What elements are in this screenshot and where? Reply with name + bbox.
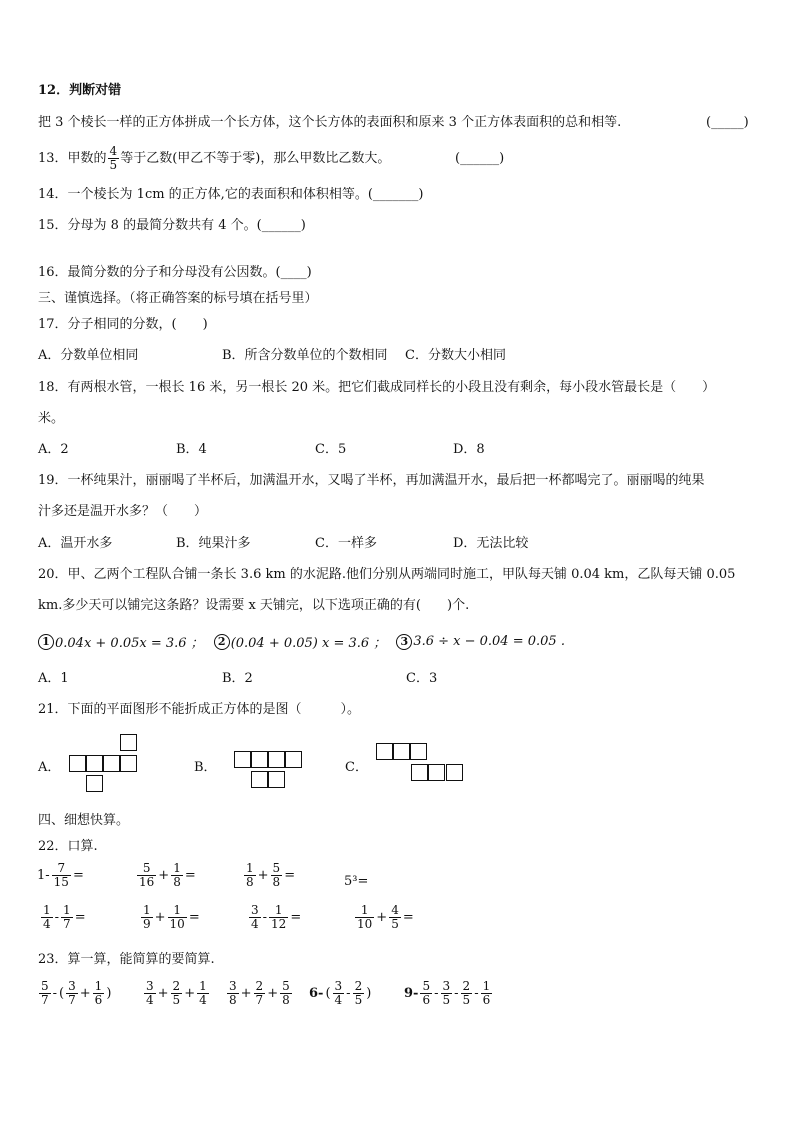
q20-text: 20．甲、乙两个工程队合铺一条长 3.6 km 的水泥路.他们分别从两端同时施工，甲队每天铺 0.04 km，乙队每天铺 0.05 <box>38 567 736 582</box>
circled-one: 1 <box>38 634 54 650</box>
q15-answer-blank[interactable]: (______) <box>256 218 306 233</box>
q14-text: 14．一个棱长为 1cm 的正方体,它的表面积和体积相等。(_______) <box>38 187 424 202</box>
q21-option-b[interactable]: B． <box>194 760 217 775</box>
q17-text: 17．分子相同的分数，( ) <box>38 317 208 332</box>
q20-option-b[interactable]: B．2 <box>222 671 253 686</box>
circled-three: 3 <box>396 634 412 650</box>
q23-title: 23．算一算，能简算的要简算. <box>38 952 215 967</box>
q20-eq3: 3.6 ÷ x − 0.04 = 0.05 . <box>413 634 565 649</box>
q17-option-a[interactable]: A．分数单位相同 <box>38 348 139 363</box>
q16-answer-blank[interactable]: (____) <box>275 265 312 280</box>
q13-answer-blank[interactable]: (______) <box>455 151 505 166</box>
q22-item-7: $\frac{3}{4}$ - $\frac{1}{12}$ = <box>251 903 302 931</box>
q18-option-b[interactable]: B．4 <box>176 442 207 457</box>
q21-option-c[interactable]: C． <box>345 760 368 775</box>
q23-expr-2: $\frac{3}{4}$ + $\frac{2}{5}$ + $\frac{1}{4}$ <box>146 979 207 1007</box>
q13-pre: 13．甲数的 <box>38 150 107 166</box>
q22-item-5: $\frac{1}{4}$ - $\frac{1}{7}$ = <box>43 903 86 931</box>
q14-answer-blank[interactable]: (_______) <box>367 187 424 202</box>
q13-row <box>38 145 390 172</box>
q22-title: 22．口算. <box>38 839 98 854</box>
q21-text: 21．下面的平面图形不能折成正方体的是图（ ）。 <box>38 702 361 717</box>
q19-option-c[interactable]: C．一样多 <box>315 536 377 551</box>
q20-equations <box>38 632 565 651</box>
q20-text-cont: km.多少天可以铺完这条路？设需要 x 天铺完，以下选项正确的有( )个. <box>38 598 470 613</box>
q19-option-a[interactable]: A．温开水多 <box>38 536 113 551</box>
q22-item-4: 5³= <box>344 874 369 889</box>
q12-text: 把 3 个棱长一样的正方体拼成一个长方体，这个长方体的表面积和原来 3 个正方体表面积的总和相等. <box>38 115 622 130</box>
q19-option-d[interactable]: D．无法比较 <box>453 536 529 551</box>
q22-item-6: $\frac{1}{9}$ + $\frac{1}{10}$ = <box>143 903 200 931</box>
q23-expr-4: 6- ( $\frac{3}{4}$ - $\frac{2}{5}$ ) <box>309 979 372 1007</box>
q18-text-cont: 米。 <box>38 411 65 426</box>
q13-post: 等于乙数(甲乙不等于零)，那么甲数比乙数大。 <box>120 150 391 166</box>
q22-item-3: $\frac{1}{8}$ + $\frac{5}{8}$ = <box>246 861 296 889</box>
circled-two: 2 <box>214 634 230 650</box>
q20-option-a[interactable]: A．1 <box>38 671 69 686</box>
q23-expr-1: $\frac{5}{7}$ - ( $\frac{3}{7}$ + $\frac{1}{6}$ ) <box>41 979 112 1007</box>
q23-expr-5: 9- $\frac{5}{6}$ - $\frac{3}{5}$ - $\frac{2}{5}$ - $\frac{1}{6}$ <box>404 979 491 1007</box>
q22-item-2: $\frac{5}{16}$ + $\frac{1}{8}$ = <box>139 861 196 889</box>
q18-option-d[interactable]: D．8 <box>453 442 485 457</box>
section3-heading: 三、谨慎选择。（将正确答案的标号填在括号里） <box>38 291 318 306</box>
q19-text-cont: 汁多还是温开水多？（ ） <box>38 504 208 519</box>
q17-option-c[interactable]: C．分数大小相同 <box>405 348 506 363</box>
q22-item-8: $\frac{1}{10}$ + $\frac{4}{5}$ = <box>357 903 414 931</box>
q12-title: 12．判断对错 <box>38 83 122 98</box>
section4-heading: 四、细想快算。 <box>38 813 130 828</box>
q19-option-b[interactable]: B．纯果汁多 <box>176 536 251 551</box>
q15-text: 15．分母为 8 的最简分数共有 4 个。(______) <box>38 218 306 233</box>
q20-eq1: 0.04x + 0.05x = 3.6 ； <box>55 636 204 651</box>
q18-option-a[interactable]: A．2 <box>38 442 69 457</box>
q17-option-b[interactable]: B．所含分数单位的个数相同 <box>222 348 388 363</box>
q16-text: 16．最简分数的分子和分母没有公因数。(____) <box>38 265 312 280</box>
q19-text: 19．一杯纯果汁，丽丽喝了半杯后，加满温开水，又喝了半杯，再加满温开水，最后把一杯都喝完了。丽丽喝的纯果 <box>38 473 705 488</box>
q23-expr-3: $\frac{3}{8}$ + $\frac{2}{7}$ + $\frac{5}{8}$ <box>229 979 290 1007</box>
q12-answer-blank[interactable]: (_____) <box>706 115 749 130</box>
q18-option-c[interactable]: C．5 <box>315 442 347 457</box>
q20-option-c[interactable]: C．3 <box>406 671 438 686</box>
q20-eq2: (0.04 + 0.05) x = 3.6 ； <box>230 636 387 651</box>
q18-text: 18．有两根水管，一根长 16 米，另一根长 20 米。把它们截成同样长的小段且没有剩余，每小段水管最长是（ ） <box>38 380 716 395</box>
q21-option-a[interactable]: A． <box>38 760 61 775</box>
q22-item-1: 1- $\frac{7}{15}$ = <box>37 861 84 889</box>
q13-fraction: $\frac{4}{5}$ <box>109 144 118 172</box>
